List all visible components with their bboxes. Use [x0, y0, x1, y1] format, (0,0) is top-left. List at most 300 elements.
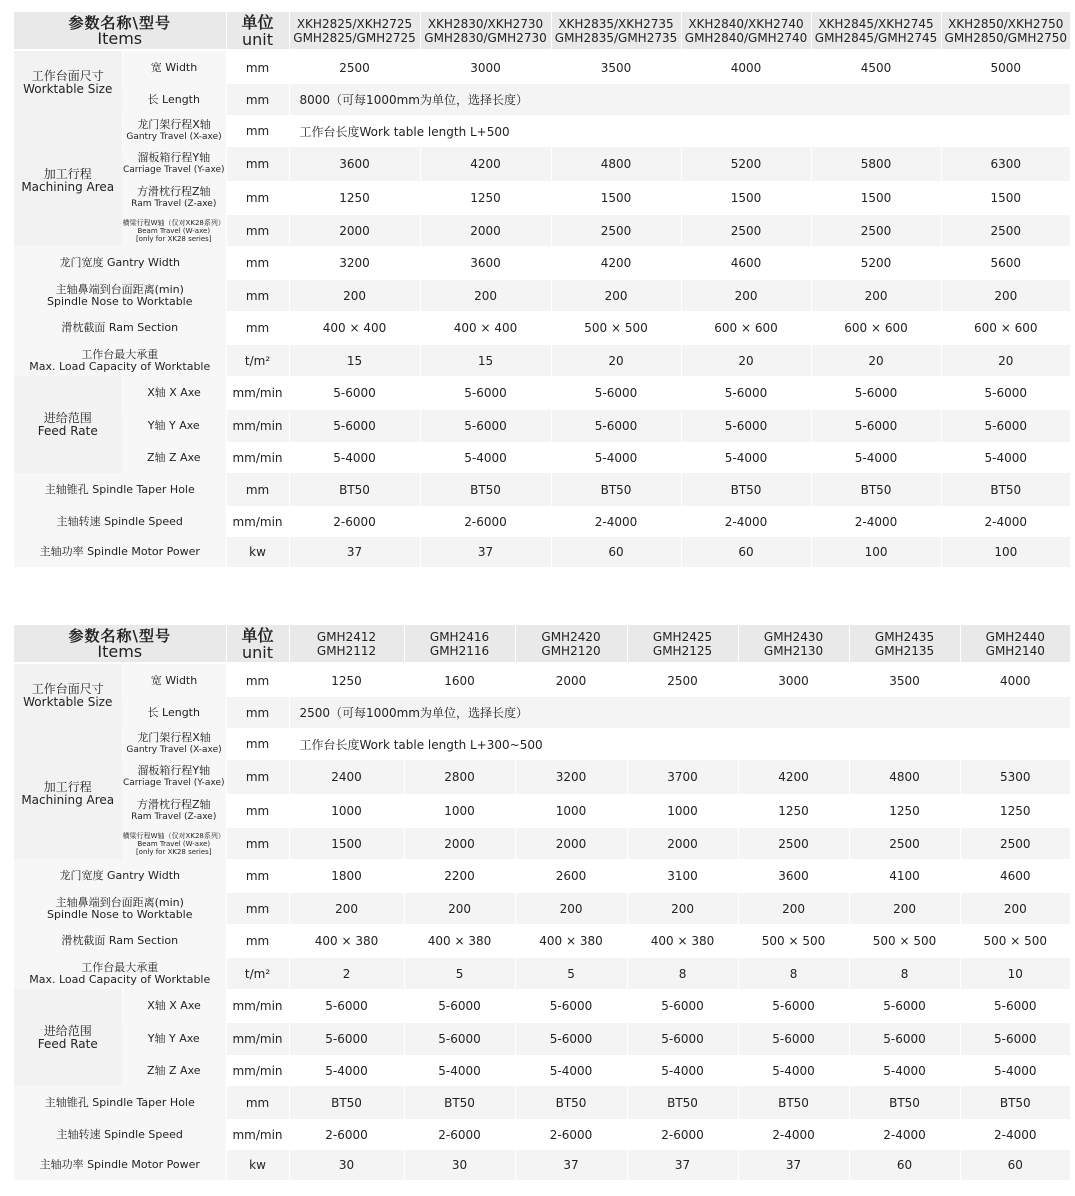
value-cell: 100: [941, 537, 1070, 567]
model-header: XKH2835/XKH2735 GMH2835/GMH2735: [551, 12, 681, 50]
table-row: [14, 442, 1070, 473]
value-cell: 5-6000: [515, 1023, 627, 1055]
row-label: 滑枕截面 Ram Section: [14, 924, 226, 958]
category-machining-area: 加工行程 Machining Area: [14, 115, 122, 246]
value-cell: 2-4000: [849, 1119, 960, 1150]
value-cell: 4500: [811, 50, 941, 84]
unit-cell: mm: [226, 893, 289, 924]
row-label: 宽 Width: [122, 50, 226, 84]
table-row: [14, 410, 1070, 442]
value-cell: 3600: [738, 859, 849, 893]
value-cell: 100: [811, 537, 941, 567]
unit-cell: mm: [226, 728, 289, 760]
row-label: X轴 X Axe: [122, 989, 226, 1023]
value-cell: 3000: [420, 50, 551, 84]
value-cell: 5600: [941, 246, 1070, 280]
model-header: GMH2412 GMH2112: [289, 625, 404, 663]
model-header: GMH2430 GMH2130: [738, 625, 849, 663]
value-cell: 2500: [941, 215, 1070, 246]
value-cell: 200: [738, 893, 849, 924]
value-cell: 1500: [811, 181, 941, 215]
value-cell: 2-4000: [738, 1119, 849, 1150]
value-cell: 2500: [681, 215, 811, 246]
row-label: 横梁行程W轴（仅对XK28系列） Beam Travel (W-axe) [only for XK28 series]: [122, 215, 226, 246]
value-cell: 200: [420, 280, 551, 311]
value-cell: 5-6000: [289, 410, 420, 442]
value-cell: 3700: [627, 760, 738, 794]
value-cell: 5300: [960, 760, 1070, 794]
value-cell: BT50: [811, 473, 941, 506]
value-cell: 1500: [681, 181, 811, 215]
value-cell: 1500: [551, 181, 681, 215]
category-worktable-size: 工作台面尺寸 Worktable Size: [14, 50, 122, 115]
unit-cell: mm/min: [226, 376, 289, 410]
category-feed-rate: 进给范围 Feed Rate: [14, 989, 122, 1086]
value-cell: 5-4000: [849, 1055, 960, 1086]
value-cell: 1250: [738, 794, 849, 828]
table-row: [14, 1150, 1070, 1180]
value-cell: 400 × 380: [627, 924, 738, 958]
value-cell: 2000: [627, 828, 738, 859]
model-header: XKH2830/XKH2730 GMH2830/GMH2730: [420, 12, 551, 50]
value-cell: 1250: [420, 181, 551, 215]
value-cell: 1250: [289, 663, 404, 697]
value-cell: 3600: [420, 246, 551, 280]
value-cell: 4800: [551, 147, 681, 181]
table-row: [14, 924, 1070, 958]
value-cell: 2-6000: [420, 506, 551, 537]
value-cell: 30: [404, 1150, 515, 1180]
unit-cell: kw: [226, 537, 289, 567]
value-cell: 400 × 400: [420, 311, 551, 345]
value-cell: 6300: [941, 147, 1070, 181]
value-cell: 5-6000: [515, 989, 627, 1023]
table-row: [14, 663, 1070, 697]
value-cell: 15: [289, 345, 420, 376]
table-row: [14, 84, 1070, 115]
value-cell: 200: [551, 280, 681, 311]
value-cell: 8: [627, 958, 738, 989]
value-cell: 20: [681, 345, 811, 376]
table-row: [14, 728, 1070, 760]
table-row: [14, 1086, 1070, 1119]
value-cell: 2500: [627, 663, 738, 697]
value-cell: BT50: [515, 1086, 627, 1119]
value-cell: BT50: [738, 1086, 849, 1119]
value-cell: 5-4000: [420, 442, 551, 473]
value-cell: 5-6000: [420, 410, 551, 442]
value-cell: 200: [849, 893, 960, 924]
value-cell: 4200: [738, 760, 849, 794]
value-cell: 2600: [515, 859, 627, 893]
value-cell: 5-4000: [681, 442, 811, 473]
value-cell: 2000: [289, 215, 420, 246]
value-cell: 4000: [681, 50, 811, 84]
value-cell: 5-4000: [551, 442, 681, 473]
table-row: [14, 794, 1070, 828]
value-cell: 3200: [289, 246, 420, 280]
table-row: [14, 473, 1070, 506]
value-cell: 1250: [289, 181, 420, 215]
table-row: [14, 115, 1070, 147]
items-header: 参数名称\型号 Items: [14, 12, 226, 50]
row-label: 龙门架行程X轴 Gantry Travel (X-axe): [122, 115, 226, 147]
value-cell: 5-4000: [515, 1055, 627, 1086]
value-cell: BT50: [627, 1086, 738, 1119]
row-label: 主轴功率 Spindle Motor Power: [14, 1150, 226, 1180]
value-cell: 1250: [960, 794, 1070, 828]
value-cell: 5-4000: [289, 1055, 404, 1086]
row-label: 主轴锥孔 Spindle Taper Hole: [14, 473, 226, 506]
value-cell: 37: [515, 1150, 627, 1180]
value-cell: 5-4000: [811, 442, 941, 473]
value-cell: 2500: [738, 828, 849, 859]
value-cell: 5-6000: [627, 1023, 738, 1055]
model-header: GMH2420 GMH2120: [515, 625, 627, 663]
value-cell: 1500: [941, 181, 1070, 215]
value-cell: 5-6000: [960, 1023, 1070, 1055]
table-row: [14, 246, 1070, 280]
model-header: GMH2435 GMH2135: [849, 625, 960, 663]
value-cell: 2-6000: [627, 1119, 738, 1150]
value-cell: 5-6000: [404, 1023, 515, 1055]
row-label: 龙门架行程X轴 Gantry Travel (X-axe): [122, 728, 226, 760]
unit-cell: mm: [226, 924, 289, 958]
value-cell: 200: [941, 280, 1070, 311]
value-cell: 200: [289, 280, 420, 311]
value-cell: 2200: [404, 859, 515, 893]
unit-cell: mm: [226, 828, 289, 859]
table-row: [14, 50, 1070, 84]
row-label: 长 Length: [122, 84, 226, 115]
value-cell: 3200: [515, 760, 627, 794]
value-cell: 37: [420, 537, 551, 567]
table-row: [14, 859, 1070, 893]
model-header: XKH2825/XKH2725 GMH2825/GMH2725: [289, 12, 420, 50]
value-cell: BT50: [289, 473, 420, 506]
table-row: [14, 215, 1070, 246]
model-header: XKH2845/XKH2745 GMH2845/GMH2745: [811, 12, 941, 50]
row-label: Z轴 Z Axe: [122, 1055, 226, 1086]
value-cell: 5-6000: [960, 989, 1070, 1023]
value-cell: 2000: [420, 215, 551, 246]
table-row: [14, 311, 1070, 345]
value-cell: 4600: [960, 859, 1070, 893]
value-cell: 1800: [289, 859, 404, 893]
unit-cell: mm: [226, 663, 289, 697]
table-row: [14, 697, 1070, 728]
value-cell: 5-4000: [941, 442, 1070, 473]
value-cell: 5-6000: [681, 410, 811, 442]
value-cell: 5-6000: [627, 989, 738, 1023]
value-cell: 500 × 500: [960, 924, 1070, 958]
value-cell: 5-6000: [738, 989, 849, 1023]
table-row: [14, 506, 1070, 537]
table-row: [14, 147, 1070, 181]
value-cell: 5-6000: [941, 410, 1070, 442]
value-cell: 60: [681, 537, 811, 567]
value-cell: 200: [681, 280, 811, 311]
unit-cell: mm: [226, 147, 289, 181]
value-cell: 500 × 500: [551, 311, 681, 345]
value-cell: 4600: [681, 246, 811, 280]
row-label: 方滑枕行程Z轴 Ram Travel (Z-axe): [122, 181, 226, 215]
unit-cell: mm: [226, 859, 289, 893]
value-cell: 15: [420, 345, 551, 376]
row-label: 长 Length: [122, 697, 226, 728]
table-row: [14, 1023, 1070, 1055]
value-cell: BT50: [941, 473, 1070, 506]
row-label: 主轴鼻端到台面距离(min) Spindle Nose to Worktable: [14, 280, 226, 311]
unit-cell: t/m²: [226, 958, 289, 989]
value-cell: 2000: [515, 828, 627, 859]
model-header: GMH2440 GMH2140: [960, 625, 1070, 663]
unit-cell: mm/min: [226, 410, 289, 442]
value-cell: 5-6000: [849, 1023, 960, 1055]
value-cell: 200: [960, 893, 1070, 924]
items-header: 参数名称\型号 Items: [14, 625, 226, 663]
row-label: 滑枕截面 Ram Section: [14, 311, 226, 345]
value-cell: 200: [289, 893, 404, 924]
row-label: 工作台最大承重 Max. Load Capacity of Worktable: [14, 958, 226, 989]
unit-cell: mm: [226, 760, 289, 794]
table-row: [14, 1055, 1070, 1086]
value-cell: 2-4000: [941, 506, 1070, 537]
value-cell: 8: [738, 958, 849, 989]
value-cell: 37: [289, 537, 420, 567]
row-label: 宽 Width: [122, 663, 226, 697]
unit-cell: mm: [226, 84, 289, 115]
row-label: 主轴转速 Spindle Speed: [14, 506, 226, 537]
row-label: 溜板箱行程Y轴 Carriage Travel (Y-axe): [122, 760, 226, 794]
value-cell: 2-4000: [811, 506, 941, 537]
value-cell: 200: [404, 893, 515, 924]
length-note: 8000（可每1000mm为单位，选择长度）: [289, 84, 1070, 115]
unit-header: 单位 unit: [226, 625, 289, 663]
value-cell: 1600: [404, 663, 515, 697]
value-cell: 200: [627, 893, 738, 924]
value-cell: 2000: [515, 663, 627, 697]
unit-cell: mm: [226, 115, 289, 147]
value-cell: BT50: [420, 473, 551, 506]
value-cell: 2500: [849, 828, 960, 859]
value-cell: 400 × 380: [289, 924, 404, 958]
unit-cell: mm: [226, 280, 289, 311]
table-row: [14, 828, 1070, 859]
value-cell: 200: [515, 893, 627, 924]
row-label: 方滑枕行程Z轴 Ram Travel (Z-axe): [122, 794, 226, 828]
unit-cell: t/m²: [226, 345, 289, 376]
value-cell: 2-4000: [960, 1119, 1070, 1150]
value-cell: 400 × 380: [404, 924, 515, 958]
row-label: 主轴功率 Spindle Motor Power: [14, 537, 226, 567]
row-label: 工作台最大承重 Max. Load Capacity of Worktable: [14, 345, 226, 376]
value-cell: 3100: [627, 859, 738, 893]
value-cell: 20: [941, 345, 1070, 376]
unit-cell: mm: [226, 246, 289, 280]
unit-cell: mm: [226, 215, 289, 246]
value-cell: 8: [849, 958, 960, 989]
value-cell: 60: [551, 537, 681, 567]
value-cell: 60: [849, 1150, 960, 1180]
value-cell: 500 × 500: [738, 924, 849, 958]
model-header: GMH2416 GMH2116: [404, 625, 515, 663]
value-cell: 5-6000: [289, 989, 404, 1023]
value-cell: BT50: [404, 1086, 515, 1119]
value-cell: 2000: [404, 828, 515, 859]
table-row: [14, 537, 1070, 567]
category-worktable-size: 工作台面尺寸 Worktable Size: [14, 663, 122, 728]
value-cell: 5-4000: [738, 1055, 849, 1086]
unit-cell: mm: [226, 794, 289, 828]
value-cell: 2-4000: [681, 506, 811, 537]
spec-table-gmh: [14, 625, 1070, 1180]
value-cell: 600 × 600: [681, 311, 811, 345]
table-row: [14, 958, 1070, 989]
value-cell: 4100: [849, 859, 960, 893]
value-cell: 200: [811, 280, 941, 311]
unit-cell: mm: [226, 50, 289, 84]
table-row: [14, 345, 1070, 376]
value-cell: 5-6000: [289, 1023, 404, 1055]
value-cell: 5-6000: [404, 989, 515, 1023]
table-row: [14, 1119, 1070, 1150]
value-cell: 20: [551, 345, 681, 376]
value-cell: BT50: [849, 1086, 960, 1119]
value-cell: 1000: [289, 794, 404, 828]
value-cell: 5-6000: [941, 376, 1070, 410]
value-cell: 5-6000: [849, 989, 960, 1023]
value-cell: 60: [960, 1150, 1070, 1180]
value-cell: 4200: [420, 147, 551, 181]
model-header: XKH2850/XKH2750 GMH2850/GMH2750: [941, 12, 1070, 50]
unit-cell: mm: [226, 311, 289, 345]
gantry-x-note: 工作台长度Work table length L+300~500: [289, 728, 1070, 760]
unit-cell: mm: [226, 697, 289, 728]
unit-header: 单位 unit: [226, 12, 289, 50]
table-row: [14, 893, 1070, 924]
unit-cell: mm: [226, 1086, 289, 1119]
unit-cell: mm/min: [226, 1055, 289, 1086]
value-cell: 5000: [941, 50, 1070, 84]
unit-cell: mm: [226, 473, 289, 506]
value-cell: 400 × 380: [515, 924, 627, 958]
table-row: [14, 280, 1070, 311]
table-row: [14, 376, 1070, 410]
value-cell: 5-4000: [627, 1055, 738, 1086]
row-label: 主轴转速 Spindle Speed: [14, 1119, 226, 1150]
value-cell: 1000: [515, 794, 627, 828]
row-label: 主轴鼻端到台面距离(min) Spindle Nose to Worktable: [14, 893, 226, 924]
value-cell: BT50: [681, 473, 811, 506]
value-cell: 5-6000: [420, 376, 551, 410]
gantry-x-note: 工作台长度Work table length L+500: [289, 115, 1070, 147]
value-cell: BT50: [960, 1086, 1070, 1119]
row-label: 溜板箱行程Y轴 Carriage Travel (Y-axe): [122, 147, 226, 181]
value-cell: 2500: [960, 828, 1070, 859]
value-cell: 5-6000: [551, 410, 681, 442]
value-cell: 5-4000: [289, 442, 420, 473]
value-cell: 20: [811, 345, 941, 376]
value-cell: 5-6000: [551, 376, 681, 410]
value-cell: 2400: [289, 760, 404, 794]
value-cell: 3500: [849, 663, 960, 697]
value-cell: 2500: [551, 215, 681, 246]
value-cell: 37: [627, 1150, 738, 1180]
table-row: [14, 181, 1070, 215]
value-cell: 2-6000: [404, 1119, 515, 1150]
spec-table-xkh: [14, 12, 1070, 567]
unit-cell: mm/min: [226, 989, 289, 1023]
value-cell: 37: [738, 1150, 849, 1180]
value-cell: 5-6000: [289, 376, 420, 410]
value-cell: 1500: [289, 828, 404, 859]
value-cell: 5-6000: [738, 1023, 849, 1055]
value-cell: 2500: [289, 50, 420, 84]
row-label: Y轴 Y Axe: [122, 410, 226, 442]
value-cell: 5-4000: [404, 1055, 515, 1086]
value-cell: 2-6000: [289, 1119, 404, 1150]
unit-cell: mm: [226, 181, 289, 215]
value-cell: 5200: [681, 147, 811, 181]
value-cell: 2-6000: [515, 1119, 627, 1150]
row-label: 主轴锥孔 Spindle Taper Hole: [14, 1086, 226, 1119]
value-cell: 5-4000: [960, 1055, 1070, 1086]
value-cell: 600 × 600: [811, 311, 941, 345]
unit-cell: mm/min: [226, 1023, 289, 1055]
value-cell: BT50: [551, 473, 681, 506]
value-cell: 5200: [811, 246, 941, 280]
value-cell: BT50: [289, 1086, 404, 1119]
value-cell: 3600: [289, 147, 420, 181]
value-cell: 3000: [738, 663, 849, 697]
value-cell: 2: [289, 958, 404, 989]
value-cell: 10: [960, 958, 1070, 989]
value-cell: 5-6000: [681, 376, 811, 410]
value-cell: 5-6000: [811, 410, 941, 442]
category-machining-area: 加工行程 Machining Area: [14, 728, 122, 859]
unit-cell: mm/min: [226, 506, 289, 537]
row-label: X轴 X Axe: [122, 376, 226, 410]
unit-cell: mm/min: [226, 1119, 289, 1150]
value-cell: 2-4000: [551, 506, 681, 537]
value-cell: 1000: [404, 794, 515, 828]
unit-cell: mm/min: [226, 442, 289, 473]
value-cell: 2800: [404, 760, 515, 794]
value-cell: 500 × 500: [849, 924, 960, 958]
table-row: [14, 760, 1070, 794]
row-label: 龙门宽度 Gantry Width: [14, 859, 226, 893]
row-label: Y轴 Y Axe: [122, 1023, 226, 1055]
value-cell: 4800: [849, 760, 960, 794]
value-cell: 30: [289, 1150, 404, 1180]
value-cell: 4200: [551, 246, 681, 280]
value-cell: 600 × 600: [941, 311, 1070, 345]
value-cell: 5: [515, 958, 627, 989]
unit-cell: kw: [226, 1150, 289, 1180]
row-label: 龙门宽度 Gantry Width: [14, 246, 226, 280]
value-cell: 1000: [627, 794, 738, 828]
row-label: Z轴 Z Axe: [122, 442, 226, 473]
value-cell: 4000: [960, 663, 1070, 697]
value-cell: 3500: [551, 50, 681, 84]
value-cell: 5-6000: [811, 376, 941, 410]
model-header: GMH2425 GMH2125: [627, 625, 738, 663]
value-cell: 5: [404, 958, 515, 989]
value-cell: 2500: [811, 215, 941, 246]
value-cell: 2-6000: [289, 506, 420, 537]
table-row: [14, 989, 1070, 1023]
